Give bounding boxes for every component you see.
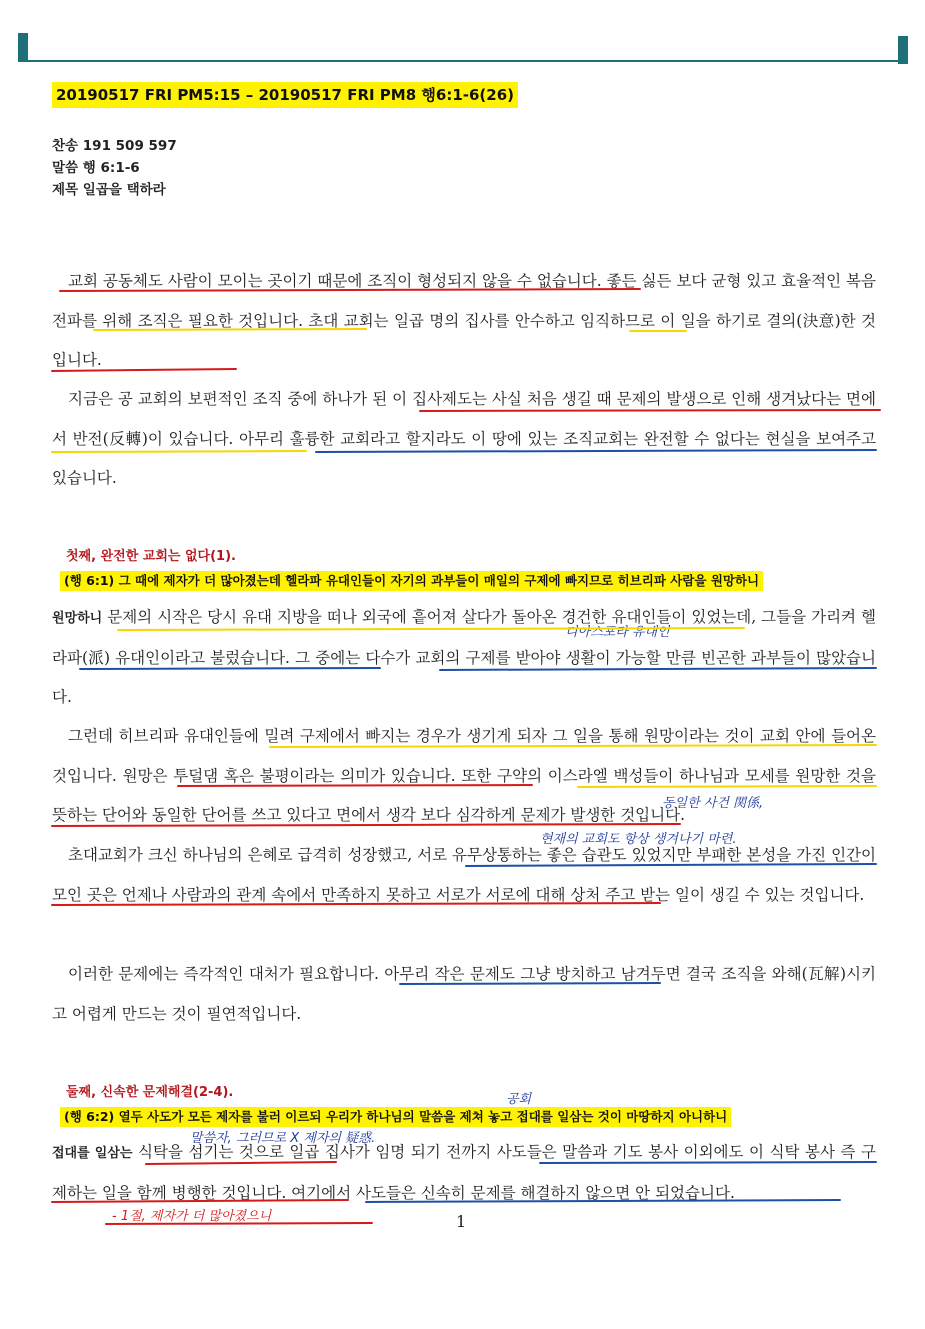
section-1-paragraph-1-text: 문제의 시작은 당시 유대 지방을 떠나 외국에 흩어져 살다가 돌아온 경건한 유대인들이 있었는데, 그들을 가리켜 헬라파(派) 유대인이라고 불렀습니다. 그 중에는 다수가 교회의 구제를 받아야 생활이 가능할 만큼 빈곤한 과부들이 많았습니다. xyxy=(52,608,876,706)
hymn-line: 찬송 191 509 597 xyxy=(52,138,177,154)
section-1-lead-word: 원망하니 xyxy=(52,611,103,626)
sermon-title: 제목 일곱을 택하라 xyxy=(52,182,166,198)
page-frame-tab-left xyxy=(18,33,28,61)
page-frame-rule xyxy=(18,60,908,62)
section-1-paragraph-2: 그런데 히브리파 유대인들에 밀려 구제에서 빠지는 경우가 생기게 되자 그 일을 통해 원망이라는 것이 교회 안에 들어온 것입니다. 원망은 투덜댐 혹은 불평이라는 의미가 있습니다. 또한 구약의 이스라엘 백성들이 하나님과 모세를 원망한 것을 뜻하는 단어와 동일한 단어를 쓰고 있다고 면에서 생각 보다 심각하게 문제가 발생한 것입니다. xyxy=(52,727,876,824)
section-1-title: 첫째, 완전한 교회는 없다(1). xyxy=(66,549,236,564)
section-2-paragraph-1-text: 식탁을 섬기는 것으로 일곱 집사가 임명 되기 전까지 사도들은 말씀과 기도 봉사 이외에도 이 식탁 봉사 즉 구제하는 일을 함께 병행한 것입니다. 여기에서 사도들은 신속히 문제를 해결하지 않으면 안 되었습니다. xyxy=(52,1143,876,1202)
handwritten-note-diaspora: 디아스포라 유대인 xyxy=(565,625,670,640)
section-2-verse: (행 6:2) 열두 사도가 모든 제자를 불러 이르되 우리가 하나님의 말씀을 제쳐 놓고 접대를 일삼는 것이 마땅하지 아니하니 xyxy=(60,1107,731,1127)
intro-paragraph-1: 교회 공동체도 사람이 모이는 곳이기 때문에 조직이 형성되지 않을 수 없습니다. 좋든 싫든 보다 균형 있고 효율적인 복음 전파를 위해 조직은 필요한 것입니다. 초대 교회는 일곱 명의 집사를 안수하고 임직하므로 이 일을 하기로 결의(決意)한 것입니다. xyxy=(52,272,876,369)
intro-paragraph-2: 지금은 공 교회의 보편적인 조직 중에 하나가 된 이 집사제도는 사실 처음 생길 때 문제의 발생으로 인해 생겨났다는 면에서 반전(反轉)이 있습니다. 아무리 훌륭한 교회라고 할지라도 이 땅에 있는 조직교회는 완전할 수 없다는 현실을 보여주고 있습니다. xyxy=(52,390,876,487)
page-number: 1 xyxy=(456,1212,467,1231)
section-1-paragraph-3: 초대교회가 크신 하나님의 은혜로 급격히 성장했고, 서로 유무상통하는 좋은 습관도 있었지만 부패한 본성을 가진 인간이 모인 곳은 언제나 사람과의 관계 속에서 만족하지 못하고 서로가 서로에 대해 상처 주고 받는 일이 생길 수 있는 것입니다. xyxy=(52,846,876,904)
handwritten-note-disciples: 말씀자, 그러므로 X 제자의 疑惑. xyxy=(190,1131,376,1146)
section-2-paragraph-1 xyxy=(52,1133,876,1213)
section-1-verse: (행 6:1) 그 때에 제자가 더 많아졌는데 헬라파 유대인들이 자기의 과부들이 매일의 구제에 빠지므로 히브리파 사람을 원망하니 xyxy=(60,571,763,591)
section-2-title: 둘째, 신속한 문제해결(2-4). xyxy=(66,1085,234,1100)
date-range-header: 20190517 FRI PM5:15 – 20190517 FRI PM8 행6:1-6(26) xyxy=(52,82,518,108)
handwritten-note-church: 현재의 교회도 항상 생겨나기 마련. xyxy=(540,832,737,847)
handwritten-note-verse1: - 1절, 제자가 더 많아졌으니 xyxy=(112,1209,272,1224)
section-2-lead-word: 접대를 일삼는 xyxy=(52,1146,133,1161)
section-1-paragraph-4: 이러한 문제에는 즉각적인 대처가 필요합니다. 아무리 작은 문제도 그냥 방치하고 남겨두면 결국 조직을 와해(瓦解)시키고 어렵게 만드는 것이 필연적입니다. xyxy=(52,965,876,1023)
handwritten-note-council: 공회 xyxy=(506,1092,532,1107)
handwritten-note-relation: 동일한 사건 関係, xyxy=(662,796,764,811)
section-1-paragraph-1 xyxy=(52,598,876,718)
scripture-line: 말씀 행 6:1-6 xyxy=(52,160,140,176)
